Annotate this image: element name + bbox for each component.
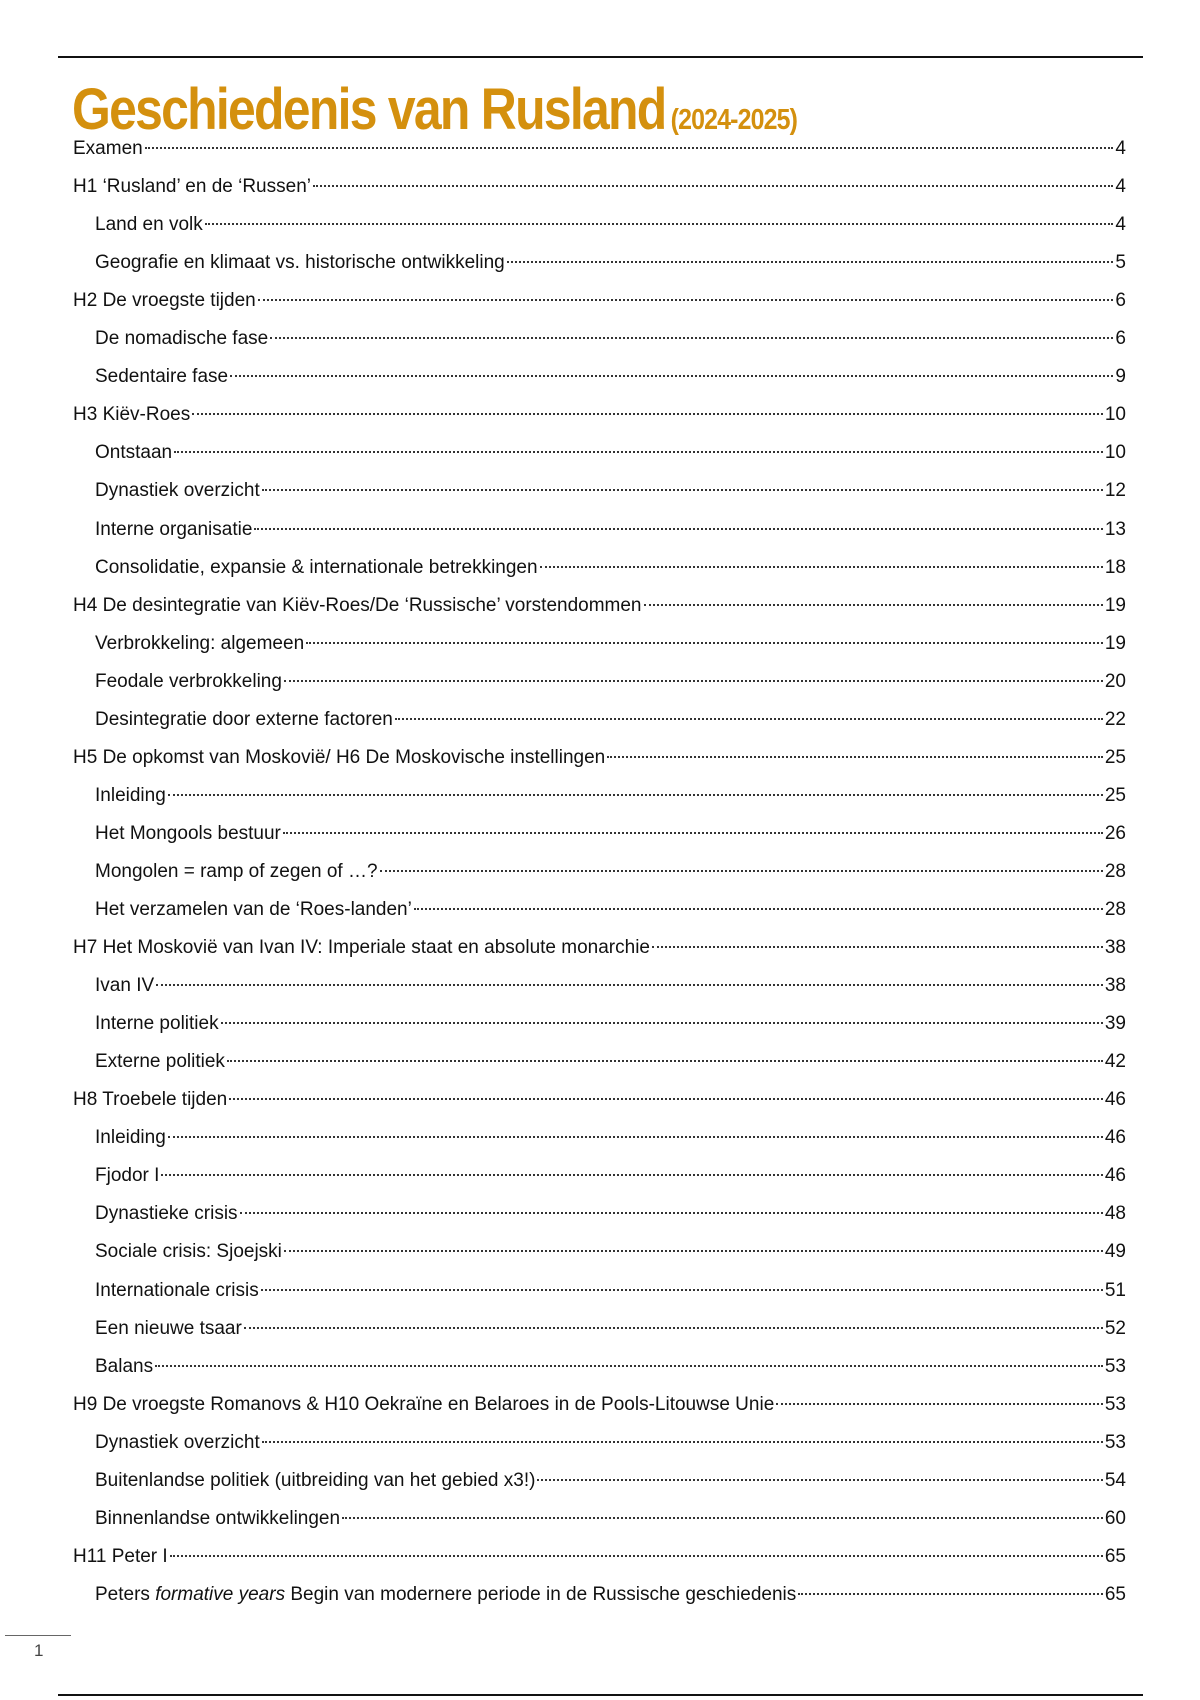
toc-chapter-entry[interactable] — [73, 1085, 1126, 1115]
toc-page-number: 10 — [1104, 442, 1126, 464]
toc-page-number: 10 — [1104, 404, 1126, 426]
toc-section-entry[interactable] — [95, 781, 1126, 811]
toc-dot-leader — [284, 1250, 1103, 1252]
toc-entry-title: Een nieuwe tsaar — [95, 1317, 242, 1339]
toc-chapter-entry[interactable] — [73, 591, 1126, 621]
toc-entry-title: Dynastiek overzicht — [95, 1431, 260, 1453]
toc-entry-title-part: Peters — [95, 1583, 156, 1605]
toc-entry-title: H11 Peter I — [73, 1545, 168, 1567]
toc-section-entry[interactable] — [95, 1199, 1126, 1229]
toc-page-number: 19 — [1104, 632, 1126, 654]
toc-dot-leader — [342, 1517, 1103, 1519]
toc-entry-title: Fjodor I — [95, 1165, 160, 1187]
toc-page-number: 19 — [1104, 594, 1126, 616]
toc-entry-title: Consolidatie, expansie & internationale betrekkingen — [95, 556, 538, 578]
toc-page-number: 46 — [1104, 1089, 1126, 1111]
toc-dot-leader — [414, 908, 1103, 910]
toc-page-number: 38 — [1104, 937, 1126, 958]
toc-section-entry[interactable] — [95, 857, 1126, 887]
toc-entry-title: Interne organisatie — [95, 518, 253, 540]
toc-dot-leader — [283, 832, 1103, 834]
toc-section-entry[interactable] — [95, 324, 1126, 354]
toc-entry-title: Geografie en klimaat vs. historische ontwikkeling — [95, 252, 505, 274]
toc-dot-leader — [254, 528, 1102, 530]
toc-chapter-entry[interactable] — [73, 743, 1126, 773]
toc-section-entry[interactable] — [95, 1161, 1126, 1191]
toc-page-number: 5 — [1115, 252, 1126, 274]
footer-page-number: 1 — [34, 1641, 44, 1660]
toc-page-number: 42 — [1104, 1051, 1126, 1073]
toc-entry-title-italic: formative years — [155, 1583, 286, 1605]
toc-dot-leader — [306, 642, 1103, 644]
toc-chapter-entry[interactable] — [73, 1390, 1126, 1420]
toc-dot-leader — [380, 870, 1103, 872]
title-years: (2024-2025) — [670, 104, 798, 136]
toc-chapter-entry[interactable] — [73, 1542, 1126, 1572]
toc-chapter-entry[interactable] — [73, 400, 1126, 430]
top-rule — [58, 56, 1143, 58]
toc-page-number: 20 — [1104, 670, 1126, 692]
toc-section-entry[interactable] — [95, 1276, 1126, 1306]
toc-page-number: 49 — [1104, 1241, 1126, 1263]
toc-page-number: 39 — [1104, 1013, 1126, 1035]
toc-entry-title: Inleiding — [95, 1127, 166, 1149]
toc-section-entry[interactable] — [95, 667, 1126, 697]
toc-section-entry[interactable] — [95, 1123, 1126, 1153]
toc-entry-title: Land en volk — [95, 214, 203, 236]
toc-section-entry[interactable] — [95, 515, 1126, 545]
toc-dot-leader — [313, 185, 1113, 187]
toc-page-number: 4 — [1115, 138, 1126, 159]
toc-dot-leader — [156, 984, 1103, 986]
toc-section-entry[interactable] — [95, 1466, 1126, 1496]
toc-dot-leader — [537, 1479, 1102, 1481]
toc-page-number: 46 — [1104, 1127, 1126, 1149]
toc-entry-title: Desintegratie door externe factoren — [95, 708, 393, 730]
toc-entry-title: Het Mongools bestuur — [95, 822, 281, 844]
toc-page-number: 38 — [1104, 975, 1126, 997]
toc-entry-title: Buitenlandse politiek (uitbreiding van het gebied x3!) — [95, 1469, 536, 1491]
page-title — [72, 76, 797, 143]
toc-entry-title: Sedentaire fase — [95, 366, 229, 388]
toc-page-number: 6 — [1115, 290, 1126, 312]
toc-page-number: 46 — [1104, 1165, 1126, 1187]
toc-section-entry[interactable] — [95, 248, 1126, 278]
toc-entry-title: Binnenlandse ontwikkelingen — [95, 1507, 341, 1529]
toc-page-number: 65 — [1104, 1583, 1126, 1605]
toc-page-number: 53 — [1104, 1431, 1126, 1453]
toc-section-entry[interactable] — [95, 210, 1126, 240]
toc-dot-leader — [168, 1136, 1103, 1138]
toc-entry-title: H7 Het Moskovië van Ivan IV: Imperiale staat en absolute monarchie — [73, 937, 650, 958]
toc-chapter-entry[interactable] — [73, 933, 1126, 963]
toc-dot-leader — [395, 718, 1103, 720]
bottom-rule — [58, 1694, 1143, 1696]
toc-entry-title-part: Begin van modernere periode in de Russische geschiedenis — [285, 1583, 797, 1605]
title-main: Geschiedenis van Rusland — [72, 77, 666, 142]
toc-entry-title: H9 De vroegste Romanovs & H10 Oekraïne en Belaroes in de Pools-Litouwse Unie — [73, 1393, 775, 1415]
toc-dot-leader — [540, 566, 1103, 568]
toc-chapter-entry[interactable] — [73, 172, 1126, 202]
toc-chapter-entry[interactable] — [73, 134, 1126, 164]
toc-entry-title: Sociale crisis: Sjoejski — [95, 1241, 282, 1263]
toc-dot-leader — [170, 1555, 1103, 1557]
toc-page-number: 48 — [1104, 1203, 1126, 1225]
toc-entry-title: H3 Kiëv-Roes — [73, 404, 191, 426]
toc-dot-leader — [155, 1365, 1103, 1367]
toc-entry-title: H1 ‘Rusland’ en de ‘Russen’ — [73, 176, 311, 198]
toc-entry-title: Mongolen = ramp of zegen of …? — [95, 860, 378, 882]
toc-entry-title: H4 De desintegratie van Kiëv-Roes/De ‘Russische’ vorstendommen — [73, 594, 642, 616]
toc-page-number: 4 — [1115, 176, 1126, 198]
toc-page-number: 13 — [1104, 518, 1126, 540]
toc-dot-leader — [240, 1212, 1103, 1214]
toc-entry-title: Dynastieke crisis — [95, 1203, 238, 1225]
toc-section-entry[interactable] — [95, 819, 1126, 849]
toc-section-entry[interactable] — [95, 438, 1126, 468]
toc-section-entry[interactable] — [95, 895, 1126, 925]
toc-page-number: 53 — [1104, 1393, 1126, 1415]
toc-page-number: 9 — [1115, 366, 1126, 388]
toc-dot-leader — [227, 1060, 1103, 1062]
toc-dot-leader — [174, 451, 1103, 453]
toc-section-entry[interactable] — [95, 476, 1126, 506]
toc-dot-leader — [284, 680, 1103, 682]
toc-section-entry[interactable] — [95, 1580, 1126, 1610]
toc-entry-title: Examen — [73, 138, 143, 159]
toc-page-number: 18 — [1104, 556, 1126, 578]
toc-section-entry[interactable] — [95, 1352, 1126, 1382]
toc-entry-title: H2 De vroegste tijden — [73, 290, 256, 312]
toc-page-number: 22 — [1104, 708, 1126, 730]
toc-section-entry[interactable] — [95, 705, 1126, 735]
toc-section-entry[interactable] — [95, 1009, 1126, 1039]
toc-dot-leader — [644, 604, 1103, 606]
toc-section-entry[interactable] — [95, 1314, 1126, 1344]
toc-page-number: 65 — [1104, 1545, 1126, 1567]
toc-page-number: 6 — [1115, 328, 1126, 350]
toc-page-number: 54 — [1104, 1469, 1126, 1491]
toc-page-number: 12 — [1104, 480, 1126, 502]
toc-section-entry[interactable] — [95, 629, 1126, 659]
toc-entry-title: Feodale verbrokkeling — [95, 670, 282, 692]
toc-entry-title: Externe politiek — [95, 1051, 225, 1073]
toc-page-number: 60 — [1104, 1507, 1126, 1529]
toc-entry-title: Verbrokkeling: algemeen — [95, 632, 305, 654]
toc-dot-leader — [230, 375, 1113, 377]
toc-dot-leader — [652, 946, 1103, 948]
toc-dot-leader — [244, 1327, 1103, 1329]
toc-section-entry[interactable] — [95, 1047, 1126, 1077]
toc-entry-title: H5 De opkomst van Moskovië/ H6 De Moskovische instellingen — [73, 746, 606, 768]
toc-dot-leader — [145, 147, 1114, 149]
toc-dot-leader — [261, 1289, 1103, 1291]
toc-chapter-entry[interactable] — [73, 286, 1126, 316]
footer-rule — [5, 1635, 71, 1636]
toc-dot-leader — [262, 489, 1103, 491]
toc-dot-leader — [507, 261, 1114, 263]
toc-page-number: 26 — [1104, 822, 1126, 844]
toc-dot-leader — [221, 1022, 1103, 1024]
toc-page-number: 25 — [1104, 784, 1126, 806]
toc-entry-title: Het verzamelen van de ‘Roes-landen’ — [95, 899, 412, 920]
toc-dot-leader — [270, 337, 1113, 339]
toc-dot-leader — [776, 1403, 1103, 1405]
toc-entry-title: Dynastiek overzicht — [95, 480, 260, 502]
toc-dot-leader — [161, 1174, 1102, 1176]
toc-page-number: 52 — [1104, 1317, 1126, 1339]
toc-dot-leader — [229, 1098, 1103, 1100]
toc-dot-leader — [798, 1593, 1103, 1595]
toc-entry-title: De nomadische fase — [95, 328, 269, 350]
toc-entry-title: Ontstaan — [95, 442, 173, 464]
toc-entry-title: Interne politiek — [95, 1013, 219, 1035]
toc-dot-leader — [607, 756, 1103, 758]
toc-page-number: 28 — [1104, 860, 1126, 882]
toc-entry-title: H8 Troebele tijden — [73, 1089, 228, 1111]
toc-page-number: 4 — [1115, 214, 1126, 236]
toc-page-number: 28 — [1104, 899, 1126, 920]
toc-dot-leader — [192, 413, 1103, 415]
toc-entry-title: Ivan IV — [95, 975, 155, 997]
toc-page-number: 25 — [1104, 746, 1126, 768]
toc-entry-title — [95, 1580, 796, 1610]
toc-entry-title: Inleiding — [95, 784, 166, 806]
toc-entry-title: Balans — [95, 1355, 154, 1377]
toc-section-entry[interactable] — [95, 1504, 1126, 1534]
toc-page-number: 51 — [1104, 1279, 1126, 1301]
toc-dot-leader — [168, 794, 1103, 796]
toc-section-entry[interactable] — [95, 971, 1126, 1001]
toc-section-entry[interactable] — [95, 553, 1126, 583]
toc-page-number: 53 — [1104, 1355, 1126, 1377]
toc-section-entry[interactable] — [95, 1237, 1126, 1267]
toc-dot-leader — [205, 223, 1114, 225]
toc-dot-leader — [262, 1441, 1103, 1443]
toc-section-entry[interactable] — [95, 1428, 1126, 1458]
toc-section-entry[interactable] — [95, 362, 1126, 392]
toc-entry-title: Internationale crisis — [95, 1279, 259, 1301]
toc-dot-leader — [258, 299, 1114, 301]
